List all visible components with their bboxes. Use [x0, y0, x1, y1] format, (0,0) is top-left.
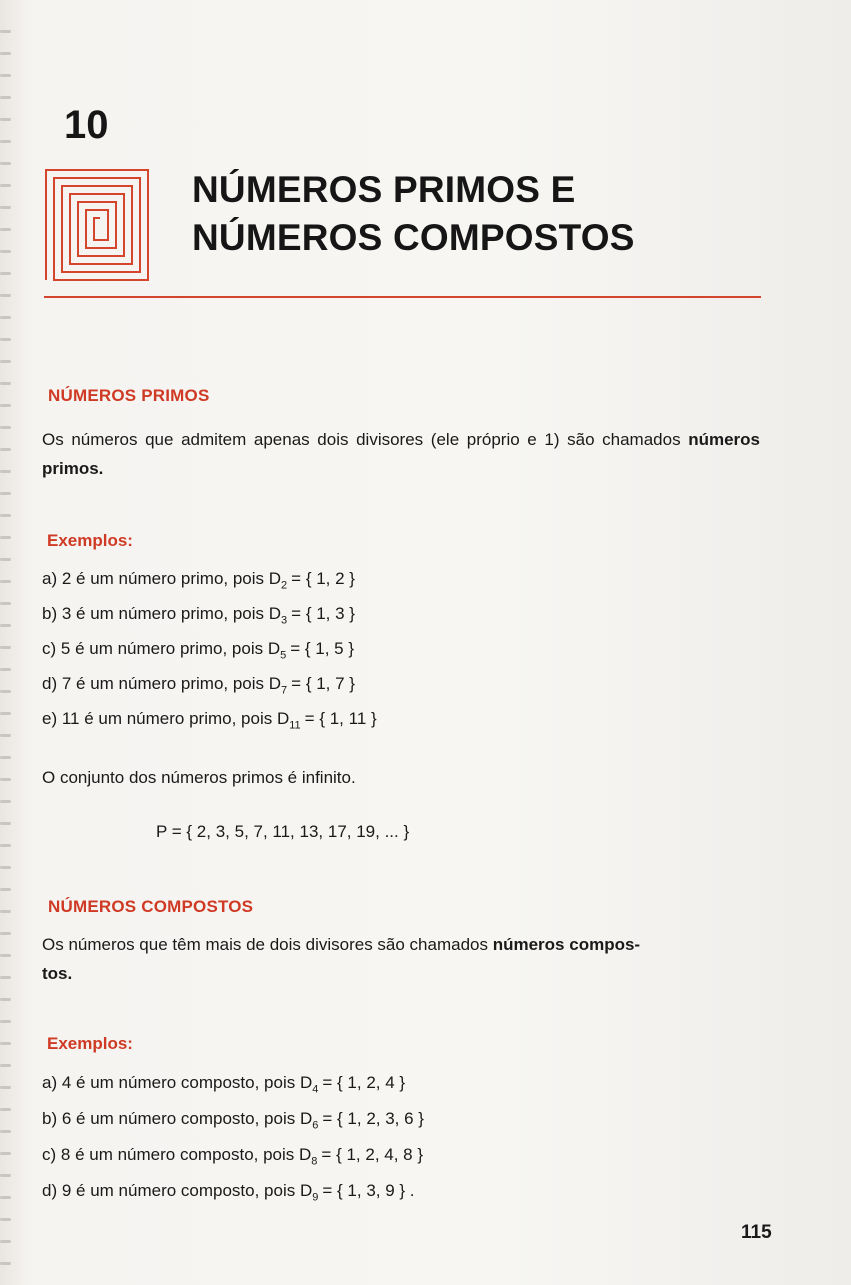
- example-text: 11 é um número primo, pois D: [61, 709, 290, 728]
- example-subscript: 5: [280, 649, 287, 662]
- primes-definition-text: Os números que admitem apenas dois divisores (ele próprio e 1) são chamados: [42, 430, 689, 449]
- composites-example-4: [42, 1181, 415, 1203]
- example-text: 6 é um número composto, pois D: [61, 1109, 313, 1128]
- spiral-square-icon: [44, 168, 150, 282]
- example-divisor-set: = { 1, 5 }: [290, 639, 355, 658]
- example-letter: d): [42, 674, 62, 693]
- example-divisor-set: = { 1, 2, 3, 6 }: [322, 1109, 424, 1128]
- composites-example-1: [42, 1073, 405, 1095]
- title-divider: [44, 296, 761, 298]
- example-subscript: 9: [312, 1191, 319, 1204]
- primes-example-5: [42, 709, 377, 731]
- chapter-title: [192, 166, 792, 262]
- composites-heading: NÚMEROS COMPOSTOS: [48, 897, 254, 916]
- example-text: 9 é um número composto, pois D: [61, 1181, 313, 1200]
- example-letter: b): [42, 1109, 62, 1128]
- example-text: 5 é um número primo, pois D: [60, 639, 281, 658]
- infinite-statement: O conjunto dos números primos é infinito.: [42, 768, 356, 787]
- composites-example-2: [42, 1109, 424, 1131]
- example-subscript: 2: [281, 579, 288, 592]
- example-subscript: 3: [281, 614, 288, 627]
- example-divisor-set: = { 1, 11 }: [304, 709, 377, 728]
- example-letter: a): [42, 1073, 62, 1092]
- example-text: 4 é um número composto, pois D: [61, 1073, 313, 1092]
- example-text: 8 é um número composto, pois D: [60, 1145, 312, 1164]
- example-text: 7 é um número primo, pois D: [61, 674, 282, 693]
- example-subscript: 11: [289, 719, 301, 732]
- composites-example-3: [42, 1145, 423, 1167]
- example-letter: c): [42, 1145, 61, 1164]
- primes-definition: [42, 425, 760, 483]
- composites-examples-heading: Exemplos:: [47, 1034, 133, 1053]
- primes-example-4: [42, 674, 355, 696]
- example-letter: a): [42, 569, 62, 588]
- example-text: 3 é um número primo, pois D: [61, 604, 282, 623]
- page-number: 115: [741, 1222, 772, 1243]
- example-letter: b): [42, 604, 62, 623]
- example-letter: c): [42, 639, 61, 658]
- chapter-title-line-2: NÚMEROS COMPOSTOS: [192, 217, 635, 258]
- chapter-number: 10: [64, 103, 109, 147]
- composites-definition: [42, 930, 760, 988]
- primes-example-1: [42, 569, 355, 591]
- example-subscript: 8: [311, 1155, 318, 1168]
- example-subscript: 4: [312, 1083, 319, 1096]
- example-divisor-set: = { 1, 3, 9 } .: [322, 1181, 415, 1200]
- example-letter: d): [42, 1181, 62, 1200]
- example-text: 2 é um número primo, pois D: [61, 569, 282, 588]
- example-divisor-set: = { 1, 2, 4 }: [322, 1073, 406, 1092]
- chapter-title-line-1: NÚMEROS PRIMOS E: [192, 169, 576, 210]
- example-divisor-set: = { 1, 3 }: [291, 604, 355, 623]
- spiral-binding: [0, 0, 14, 1285]
- example-subscript: 6: [312, 1119, 319, 1132]
- primes-example-2: [42, 604, 355, 626]
- example-divisor-set: = { 1, 2, 4, 8 }: [321, 1145, 424, 1164]
- primes-example-3: [42, 639, 354, 661]
- composites-definition-text: Os números que têm mais de dois divisores são chamados: [42, 935, 493, 954]
- example-divisor-set: = { 1, 2 }: [291, 569, 355, 588]
- example-letter: e): [42, 709, 62, 728]
- primes-heading: NÚMEROS PRIMOS: [48, 386, 210, 405]
- example-divisor-set: = { 1, 7 }: [291, 674, 355, 693]
- example-subscript: 7: [281, 684, 288, 697]
- primes-definition-term: números primos.: [42, 430, 760, 478]
- primes-examples-heading: Exemplos:: [47, 531, 133, 550]
- composites-definition-term: números compos- tos.: [42, 935, 641, 983]
- primes-set-formula: P = { 2, 3, 5, 7, 11, 13, 17, 19, ... }: [156, 822, 410, 841]
